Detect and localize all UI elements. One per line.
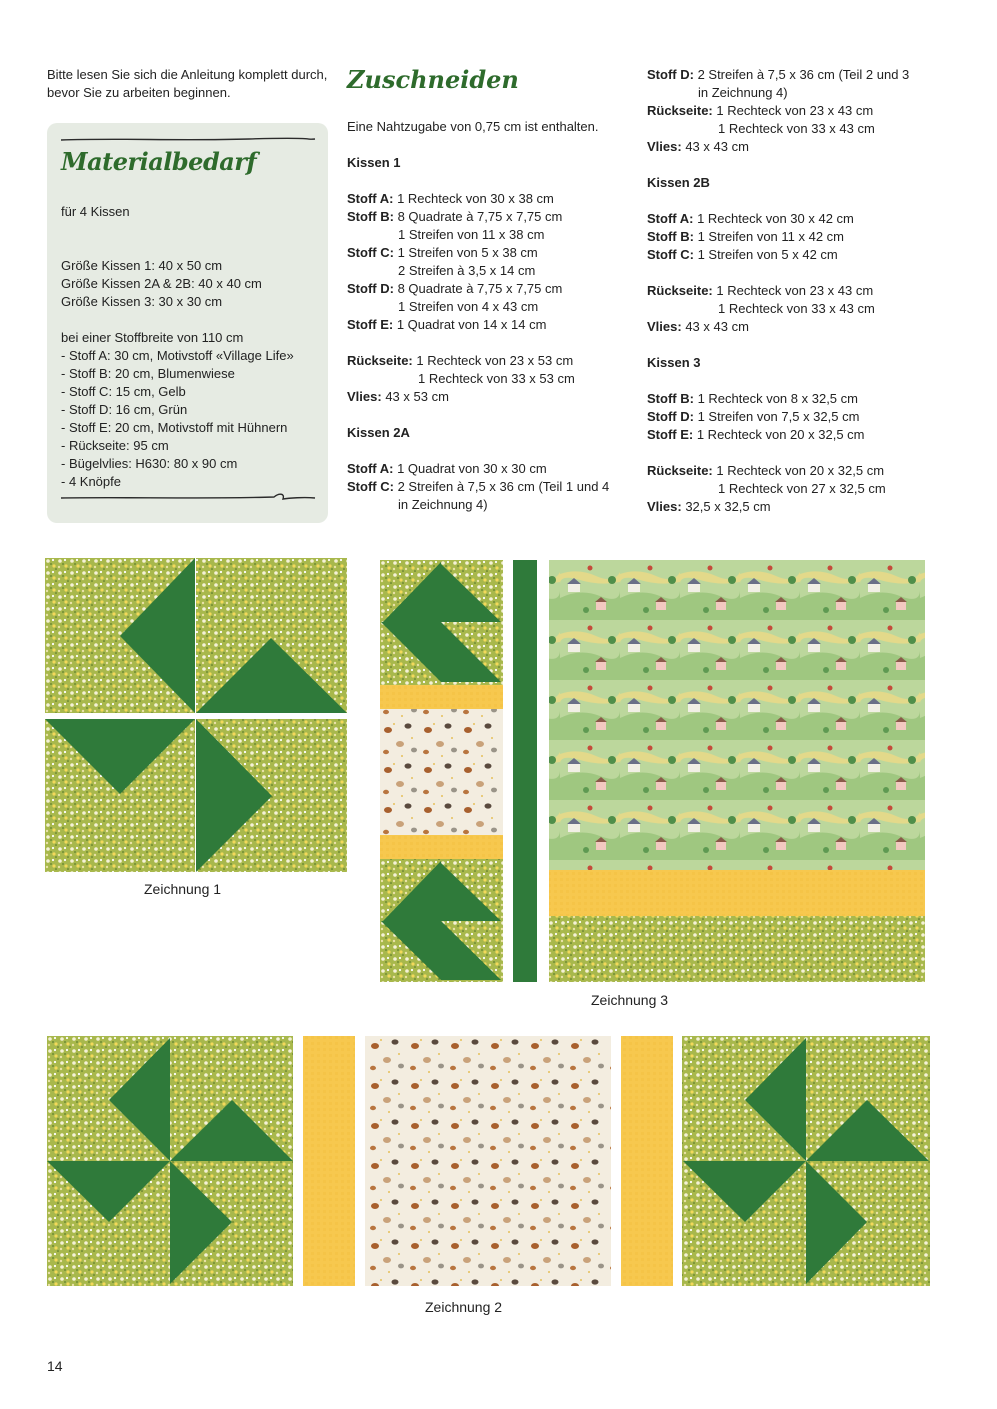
page-number: 14 xyxy=(47,1358,63,1374)
value: 1 Rechteck von 23 x 53 cm xyxy=(416,353,574,368)
intro-line: bevor Sie zu arbeiten beginnen. xyxy=(47,85,231,100)
spacer xyxy=(347,442,637,460)
material-line: - Rückseite: 95 cm xyxy=(61,438,169,453)
value: 1 Rechteck von 20 x 32,5 cm xyxy=(716,463,885,478)
label: Stoff B: xyxy=(647,391,694,406)
k1-stoff-c xyxy=(347,244,637,262)
k1-rueckseite-2: 1 Rechteck von 33 x 53 cm xyxy=(418,371,575,386)
k3-vlies xyxy=(647,498,937,516)
intro-text xyxy=(47,66,337,102)
material-title: Materialbedarf xyxy=(61,147,257,176)
gap xyxy=(45,713,347,719)
spacer xyxy=(347,406,637,424)
k2b-vlies xyxy=(647,318,937,336)
seam-note: Eine Nahtzugabe von 0,75 cm ist enthalten. xyxy=(347,119,599,134)
label: Stoff E: xyxy=(647,427,694,442)
squiggle-bottom-decoration xyxy=(59,493,317,503)
value: 1 Rechteck von 20 x 32,5 cm xyxy=(696,427,865,442)
value: 43 x 53 cm xyxy=(385,389,449,404)
label: Stoff D: xyxy=(347,281,394,296)
k2b-rueckseite xyxy=(647,282,937,300)
k1-stoff-c-2: 2 Streifen à 3,5 x 14 cm xyxy=(398,263,536,278)
material-line: Größe Kissen 3: 30 x 30 cm xyxy=(61,294,223,309)
k2a-stoff-d xyxy=(647,66,937,84)
kissen-3-heading: Kissen 3 xyxy=(647,355,701,370)
k3-stoff-e xyxy=(647,426,937,444)
spacer xyxy=(61,239,321,257)
k3-rueckseite xyxy=(647,462,937,480)
label: Rückseite: xyxy=(647,283,713,298)
drawing-1 xyxy=(45,558,347,872)
material-box xyxy=(47,123,328,523)
k3-stoff-d xyxy=(647,408,937,426)
cutting-column-2 xyxy=(647,66,937,516)
value: 1 Rechteck von 30 x 38 cm xyxy=(397,191,554,206)
k1-stoff-a xyxy=(347,190,637,208)
label: Stoff A: xyxy=(347,191,394,206)
green-strip xyxy=(513,560,537,982)
drawing-2 xyxy=(47,1036,930,1286)
label: Rückseite: xyxy=(647,103,713,118)
k2a-rueckseite xyxy=(647,102,937,120)
value: 43 x 43 cm xyxy=(685,319,749,334)
label: Stoff A: xyxy=(347,461,394,476)
k1-stoff-d xyxy=(347,280,637,298)
value: 1 Streifen von 7,5 x 32,5 cm xyxy=(697,409,860,424)
material-line: Größe Kissen 1: 40 x 50 cm xyxy=(61,258,223,273)
k3-stoff-b xyxy=(647,390,937,408)
spacer xyxy=(647,264,937,282)
k1-stoff-e xyxy=(347,316,637,334)
spacer xyxy=(347,172,637,190)
k2b-stoff-c xyxy=(647,246,937,264)
label: Vlies: xyxy=(347,389,382,404)
value: 2 Streifen à 7,5 x 36 cm (Teil 2 und 3 xyxy=(697,67,910,82)
label: Stoff B: xyxy=(647,229,694,244)
spacer xyxy=(347,334,637,352)
value: 1 Rechteck von 23 x 43 cm xyxy=(716,103,874,118)
material-line: Größe Kissen 2A & 2B: 40 x 40 cm xyxy=(61,276,262,291)
squiggle-top-decoration xyxy=(59,135,317,145)
label: Rückseite: xyxy=(647,463,713,478)
drawing-3-caption: Zeichnung 3 xyxy=(591,992,669,1008)
kissen-1-heading: Kissen 1 xyxy=(347,155,401,170)
spacer xyxy=(61,221,321,239)
value: 1 Quadrat von 14 x 14 cm xyxy=(396,317,547,332)
kissen-2a-heading: Kissen 2A xyxy=(347,425,410,440)
value: 8 Quadrate à 7,75 x 7,75 cm xyxy=(397,281,563,296)
label: Stoff B: xyxy=(347,209,394,224)
spacer xyxy=(647,372,937,390)
value: 32,5 x 32,5 cm xyxy=(685,499,771,514)
spacer xyxy=(61,311,321,329)
material-line: - Stoff C: 15 cm, Gelb xyxy=(61,384,186,399)
label: Stoff D: xyxy=(647,67,694,82)
spacer xyxy=(347,136,637,154)
drawing-2-caption: Zeichnung 2 xyxy=(425,1299,503,1315)
label: Stoff C: xyxy=(647,247,694,262)
label: Stoff A: xyxy=(647,211,694,226)
label: Vlies: xyxy=(647,499,682,514)
floral-band xyxy=(549,916,925,982)
label: Stoff D: xyxy=(647,409,694,424)
k2a-stoff-d-2: in Zeichnung 4) xyxy=(698,85,788,100)
spacer xyxy=(647,444,937,462)
label: Vlies: xyxy=(647,319,682,334)
yellow-band xyxy=(380,685,503,709)
material-line: bei einer Stoffbreite von 110 cm xyxy=(61,330,244,345)
label: Stoff C: xyxy=(347,245,394,260)
value: 1 Streifen von 5 x 42 cm xyxy=(697,247,838,262)
k2b-rueckseite-2: 1 Rechteck von 33 x 43 cm xyxy=(718,301,875,316)
label: Rückseite: xyxy=(347,353,413,368)
value: 1 Quadrat von 30 x 30 cm xyxy=(397,461,547,476)
k1-vlies xyxy=(347,388,637,406)
yellow-band xyxy=(380,835,503,859)
material-line: - Stoff D: 16 cm, Grün xyxy=(61,402,188,417)
k2a-rueckseite-2: 1 Rechteck von 33 x 43 cm xyxy=(718,121,875,136)
material-line: - Stoff A: 30 cm, Motivstoff «Village Life» xyxy=(61,348,294,363)
material-line: für 4 Kissen xyxy=(61,204,130,219)
value: 43 x 43 cm xyxy=(685,139,749,154)
value: 1 Streifen von 11 x 42 cm xyxy=(697,229,845,244)
value: 1 Rechteck von 8 x 32,5 cm xyxy=(697,391,858,406)
value: 8 Quadrate à 7,75 x 7,75 cm xyxy=(397,209,563,224)
yellow-band xyxy=(549,870,925,916)
k2b-stoff-a xyxy=(647,210,937,228)
spacer xyxy=(647,336,937,354)
village-panel xyxy=(549,560,925,870)
value: 1 Rechteck von 30 x 42 cm xyxy=(697,211,854,226)
material-line: - Stoff B: 20 cm, Blumenwiese xyxy=(61,366,235,381)
k2b-stoff-b xyxy=(647,228,937,246)
intro-line: Bitte lesen Sie sich die Anleitung komplett durch, xyxy=(47,67,328,82)
yellow-strip xyxy=(621,1036,673,1286)
kissen-2b-heading: Kissen 2B xyxy=(647,175,710,190)
k2a-stoff-a xyxy=(347,460,637,478)
chicken-panel xyxy=(365,1036,611,1286)
material-list xyxy=(61,203,321,491)
cutting-column-1 xyxy=(347,62,637,514)
cutting-title: Zuschneiden xyxy=(347,65,519,94)
k2a-stoff-c xyxy=(347,478,637,496)
k2a-vlies xyxy=(647,138,937,156)
yellow-strip xyxy=(303,1036,355,1286)
k1-stoff-d-2: 1 Streifen von 4 x 43 cm xyxy=(398,299,539,314)
label: Stoff C: xyxy=(347,479,394,494)
material-line: - Stoff E: 20 cm, Motivstoff mit Hühnern xyxy=(61,420,288,435)
spacer xyxy=(647,156,937,174)
label: Stoff E: xyxy=(347,317,394,332)
k2a-stoff-c-2: in Zeichnung 4) xyxy=(398,497,488,512)
label: Vlies: xyxy=(647,139,682,154)
value: 2 Streifen à 7,5 x 36 cm (Teil 1 und 4 xyxy=(397,479,610,494)
k1-rueckseite xyxy=(347,352,637,370)
value: 1 Streifen von 5 x 38 cm xyxy=(397,245,538,260)
chicken-panel xyxy=(380,709,503,835)
value: 1 Rechteck von 23 x 43 cm xyxy=(716,283,874,298)
material-line: - Bügelvlies: H630: 80 x 90 cm xyxy=(61,456,238,471)
spacer xyxy=(647,192,937,210)
k3-rueckseite-2: 1 Rechteck von 27 x 32,5 cm xyxy=(718,481,886,496)
drawing-1-caption: Zeichnung 1 xyxy=(144,881,222,897)
k1-stoff-b-2: 1 Streifen von 11 x 38 cm xyxy=(398,227,545,242)
drawing-3 xyxy=(380,560,925,982)
material-line: - 4 Knöpfe xyxy=(61,474,121,489)
k1-stoff-b xyxy=(347,208,637,226)
